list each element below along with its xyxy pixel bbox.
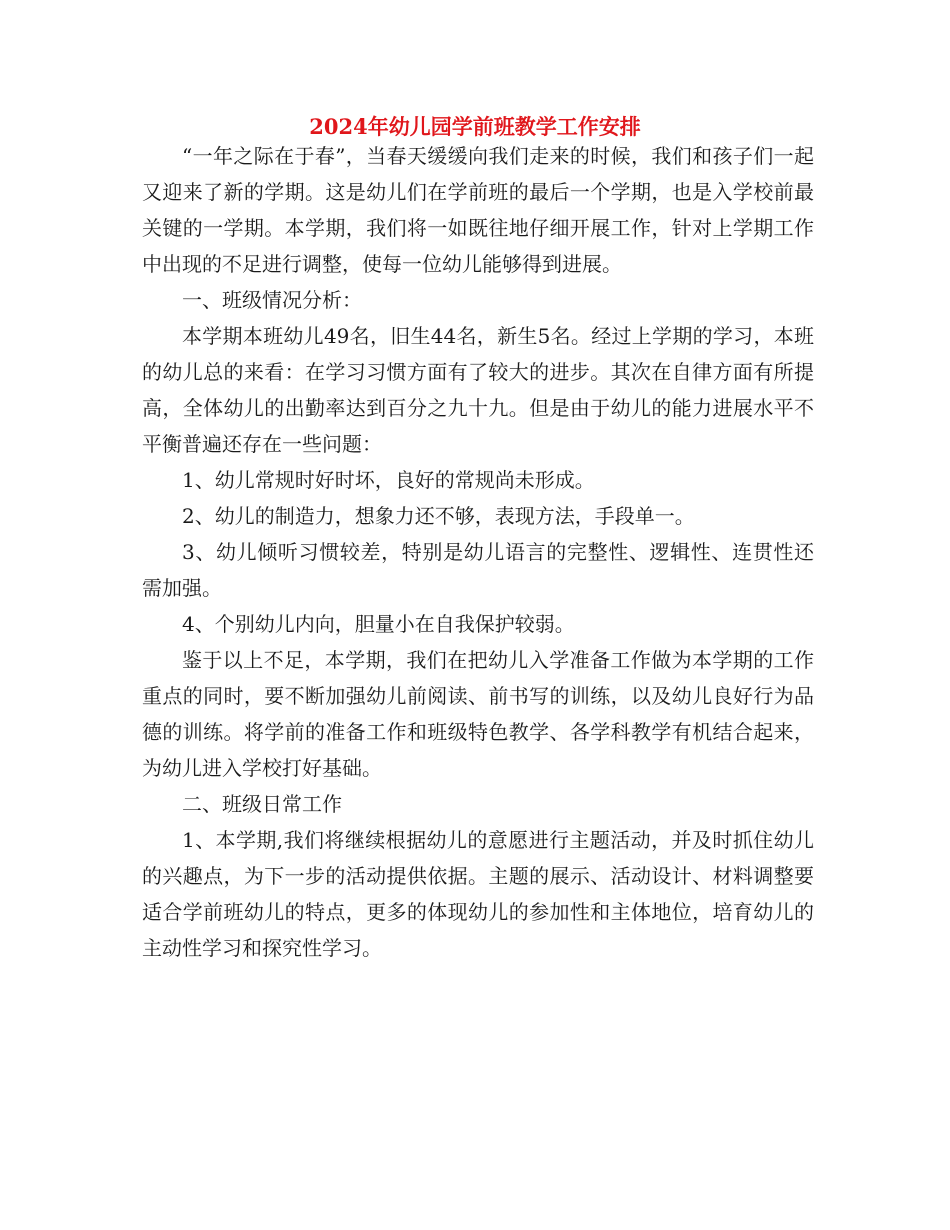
document-title: 2024年幼儿园学前班教学工作安排 (309, 114, 641, 139)
document-body (142, 138, 814, 966)
intro-paragraph: “一年之际在于春”，当春天缓缓向我们走来的时候，我们和孩子们一起又迎来了新的学期。这是幼儿们在学前班的最后一个学期，也是入学校前最关键的一学期。本学期，我们将一如既往地仔细开展工作，针对上学期工作中出现的不足进行调整，使每一位幼儿能够得到进展。 (142, 144, 814, 276)
problem-item-1: 1、幼儿常规时好时坏，良好的常规尚未形成。 (182, 468, 595, 492)
focus-paragraph: 鉴于以上不足，本学期，我们在把幼儿入学准备工作做为本学期的工作重点的同时，要不断加强幼儿前阅读、前书写的训练，以及幼儿良好行为品德的训练。将学前的准备工作和班级特色教学、各学科教学有机结合起来，为幼儿进入学校打好基础。 (142, 648, 814, 780)
problem-item-2: 2、幼儿的制造力，想象力还不够，表现方法，手段单一。 (182, 504, 695, 528)
problem-item-3: 3、幼儿倾听习惯较差，特别是幼儿语言的完整性、逻辑性、连贯性还需加强。 (142, 540, 814, 600)
problem-item-4: 4、个别幼儿内向，胆量小在自我保护较弱。 (182, 612, 575, 636)
section-heading-class-analysis: 一、班级情况分析： (182, 288, 362, 312)
class-analysis-paragraph: 本学期本班幼儿49名，旧生44名，新生5名。经过上学期的学习，本班的幼儿总的来看：在学习习惯方面有了较大的进步。其次在自律方面有所提高，全体幼儿的出勤率达到百分之九十九。但是由于幼儿的能力进展水平不平衡普遍还存在一些问题： (142, 324, 814, 456)
daily-work-item-1: 1、本学期,我们将继续根据幼儿的意愿进行主题活动，并及时抓住幼儿的兴趣点，为下一步的活动提供依据。主题的展示、活动设计、材料调整要适合学前班幼儿的特点，更多的体现幼儿的参加性和主体地位，培育幼儿的主动性学习和探究性学习。 (142, 828, 814, 960)
section-heading-daily-work: 二、班级日常工作 (182, 792, 342, 816)
